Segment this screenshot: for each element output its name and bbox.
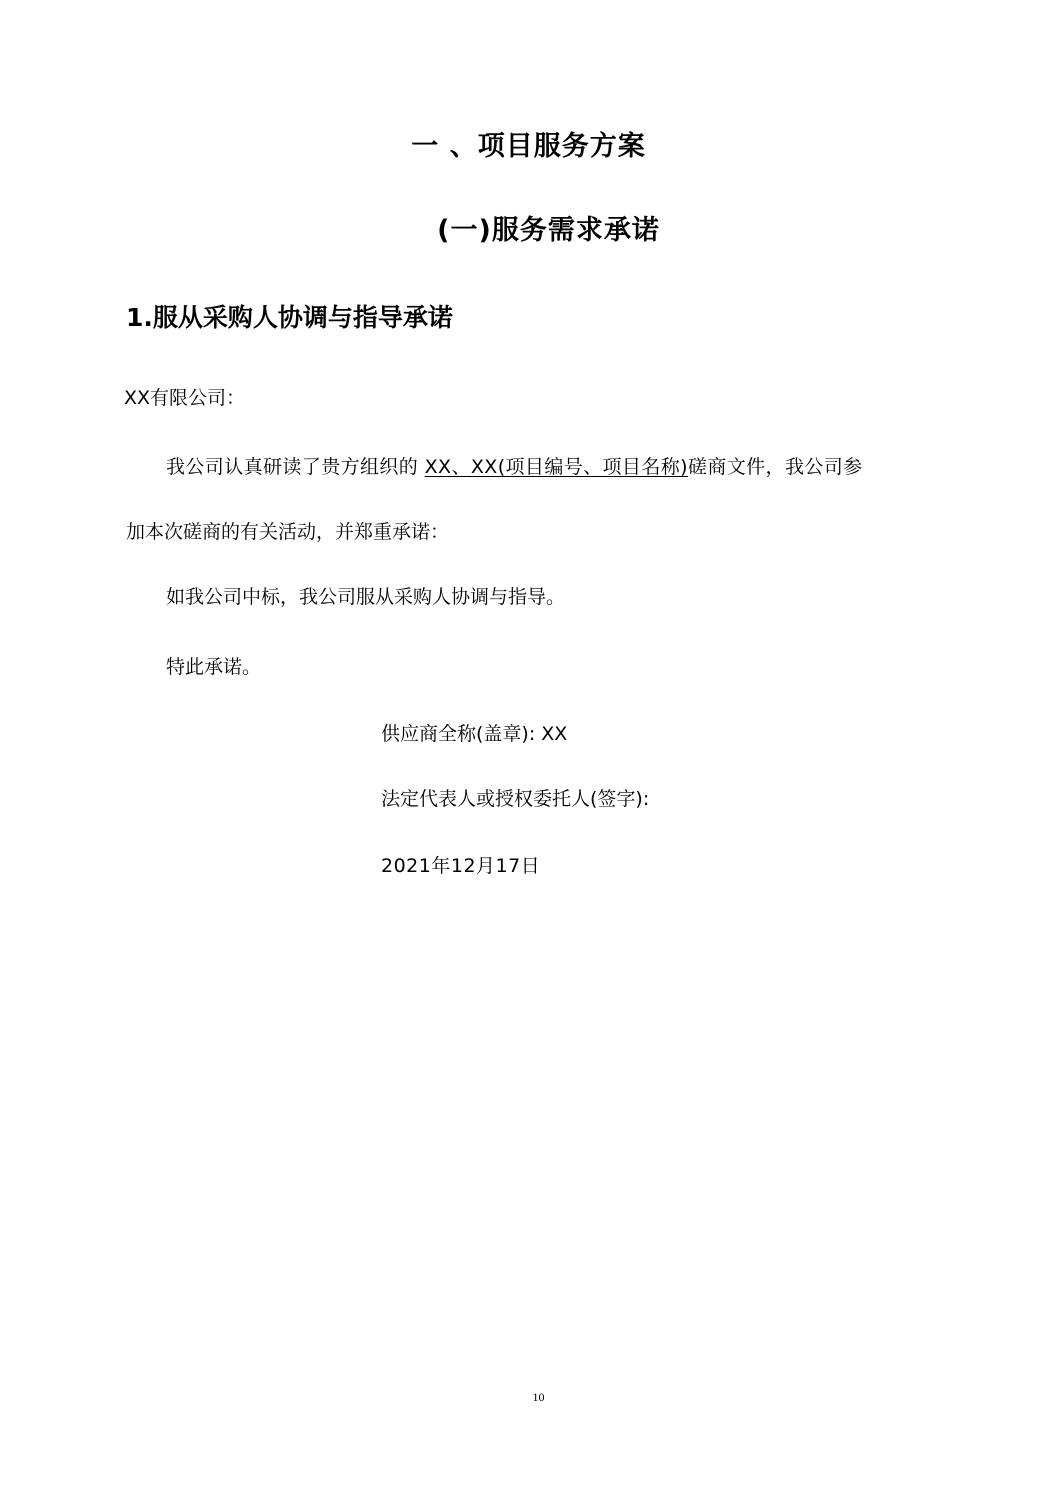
paragraph-1-text-before: 我公司认真研读了贵方组织的: [166, 456, 425, 478]
paragraph-2: 如我公司中标，我公司服从采购人协调与指导。: [166, 586, 566, 608]
signature-representative: 法定代表人或授权委托人(签字):: [381, 788, 650, 810]
paragraph-1-line-2: 加本次磋商的有关活动，并郑重承诺：: [126, 521, 450, 543]
paragraph-1-text-after: 磋商文件，我公司参: [687, 456, 863, 478]
signature-date: 2021年12月17日: [381, 855, 541, 877]
signature-supplier: 供应商全称(盖章): XX: [381, 723, 568, 745]
document-subtitle: (一)服务需求承诺: [437, 215, 660, 246]
paragraph-3: 特此承诺。: [166, 656, 262, 678]
paragraph-1-line-1: [166, 453, 863, 481]
document-title: 一 、项目服务方案: [411, 131, 646, 162]
page-number: 10: [532, 1390, 545, 1404]
salutation: XX有限公司：: [124, 387, 246, 409]
section-heading: 1.服从采购人协调与指导承诺: [126, 303, 453, 332]
project-placeholder: XX、XX(项目编号、项目名称): [424, 456, 688, 478]
